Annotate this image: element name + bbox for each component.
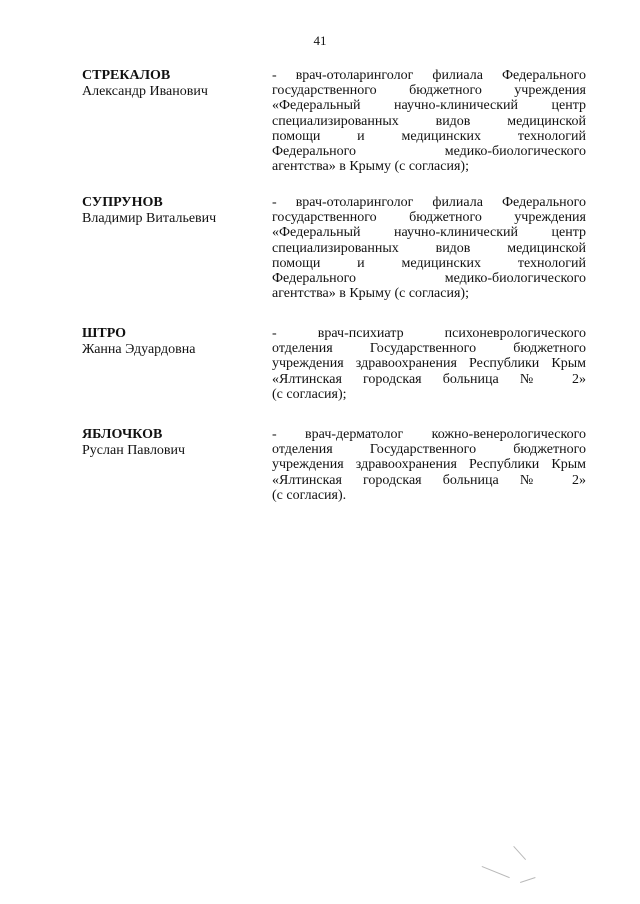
- given-names: Жанна Эдуардовна: [82, 342, 196, 357]
- role-line: «Федеральный научно-клинический центр: [272, 225, 586, 241]
- role-line: «Федеральный научно-клинический центр: [272, 98, 586, 114]
- surname: СТРЕКАЛОВ: [82, 68, 171, 83]
- role-line: учреждения здравоохранения Республики Крым: [272, 356, 586, 372]
- person-name: [82, 68, 262, 100]
- given-names: Руслан Павлович: [82, 443, 186, 458]
- role-line: государственного бюджетного учреждения: [272, 210, 586, 226]
- role-line: «Ялтинская городская больница № 2»: [272, 472, 586, 488]
- role-line: учреждения здравоохранения Республики Крым: [272, 457, 586, 473]
- role-line: - врач-отоларинголог филиала Федерального: [272, 68, 586, 83]
- role-line: (с согласия);: [272, 386, 347, 402]
- given-names: Александр Иванович: [82, 84, 208, 99]
- role-line: (с согласия).: [272, 487, 347, 503]
- role-description: [272, 195, 586, 301]
- role-line: - врач-дерматолог кожно-венерологического: [272, 427, 586, 442]
- scan-mark: [513, 846, 526, 860]
- person-name: [82, 326, 262, 358]
- person-name: [82, 427, 262, 459]
- role-line: Федерального медико-биологического: [272, 144, 586, 160]
- scan-mark: [520, 877, 536, 883]
- role-line: агентства» в Крыму (с согласия);: [272, 159, 469, 175]
- role-line: «Ялтинская городская больница № 2»: [272, 371, 586, 387]
- surname: СУПРУНОВ: [82, 195, 163, 210]
- page-number: 41: [313, 33, 327, 48]
- role-line: помощи и медицинских технологий: [272, 128, 586, 144]
- surname: ШТРО: [82, 326, 127, 341]
- role-line: Федерального медико-биологического: [272, 271, 586, 287]
- role-line: помощи и медицинских технологий: [272, 255, 586, 271]
- role-line: отделения Государственного бюджетного: [272, 341, 586, 357]
- role-description: [272, 68, 586, 174]
- role-line: - врач-психиатр психоневрологического: [272, 326, 586, 341]
- given-names: Владимир Витальевич: [82, 211, 217, 226]
- role-line: специализированных видов медицинской: [272, 113, 586, 129]
- role-line: - врач-отоларинголог филиала Федерального: [272, 195, 586, 210]
- role-description: [272, 326, 586, 402]
- role-line: специализированных видов медицинской: [272, 240, 586, 256]
- surname: ЯБЛОЧКОВ: [82, 427, 163, 442]
- role-description: [272, 427, 586, 503]
- role-line: государственного бюджетного учреждения: [272, 83, 586, 99]
- role-line: отделения Государственного бюджетного: [272, 442, 586, 458]
- role-line: агентства» в Крыму (с согласия);: [272, 286, 469, 302]
- person-name: [82, 195, 262, 227]
- scan-mark: [482, 866, 510, 878]
